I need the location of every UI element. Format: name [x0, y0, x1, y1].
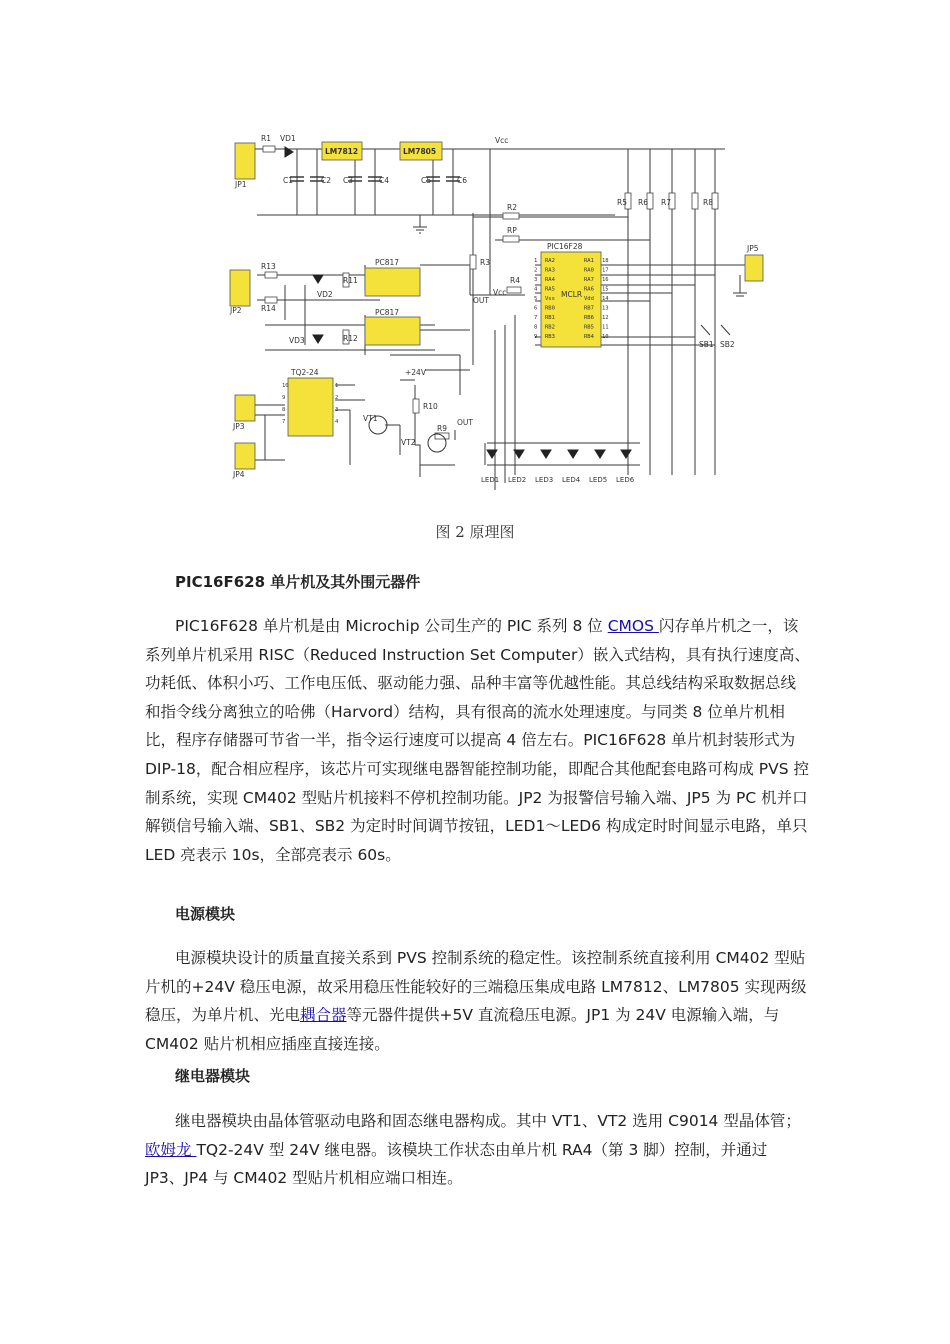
- para3-text-a: 继电器模块由晶体管驱动电路和固态继电器构成。其中 VT1、VT2 选用 C9014 型晶体管；: [175, 1112, 801, 1130]
- chip-pin-num-left: 1: [534, 258, 538, 264]
- label-jp4: JP4: [233, 470, 245, 479]
- label-pic: PIC16F28: [547, 242, 583, 251]
- chip-pin-left: RB2: [545, 324, 555, 331]
- led-label: LED5: [589, 476, 608, 484]
- paragraph-power: [145, 944, 810, 1058]
- label-out2: OUT: [457, 418, 473, 427]
- label-jp2: JP2: [230, 306, 242, 315]
- relay-pin-left: 10: [282, 383, 289, 389]
- para2-text-a: 电源模块设计的质量直接关系到 PVS 控制系统的稳定性。该控制系统直接利用 CM402 型贴片机的+24V 稳压电源，故采用稳压性能较好的三端稳压集成电路 LM7812、LM7805 实现两级稳压，为单片机、光电: [145, 949, 807, 1025]
- section-heading-power: 电源模块: [175, 905, 236, 923]
- chip-pin-num-left: 9: [534, 334, 538, 340]
- label-c3: C3: [343, 176, 354, 185]
- relay-pin-right: 4: [335, 419, 339, 425]
- chip-pin-num-left: 5: [534, 296, 538, 302]
- label-jp3: JP3: [233, 422, 245, 431]
- para2-text-b: 等元器件提供+5V 直流稳压电源。JP1 为 24V 电源输入端，与 CM402 贴片机相应插座直接连接。: [145, 1006, 780, 1053]
- chip-pin-num-right: 16: [602, 277, 609, 283]
- led-label: LED2: [508, 476, 527, 484]
- chip-pin-num-left: 4: [534, 286, 538, 293]
- label-c5: C5: [421, 176, 432, 185]
- label-out1: OUT: [473, 296, 489, 305]
- schematic-figure: [225, 125, 759, 495]
- led-label: LED4: [562, 476, 581, 484]
- chip-pin-left: Vss: [545, 296, 555, 302]
- label-lm7805: LM7805: [403, 147, 437, 156]
- label-vt2: VT2: [401, 438, 416, 447]
- label-rp: RP: [507, 226, 517, 235]
- chip-pin-num-right: 12: [602, 315, 609, 321]
- label-r14: R14: [261, 304, 276, 313]
- label-r11: R11: [343, 276, 358, 285]
- chip-pin-num-right: 10: [602, 334, 609, 340]
- relay-pin-right: 1: [335, 383, 339, 389]
- link-omron[interactable]: 欧姆龙: [145, 1140, 197, 1159]
- relay-pin-left: 8: [282, 407, 286, 413]
- label-c1: C1: [283, 176, 294, 185]
- label-vd1: VD1: [280, 134, 296, 143]
- led-label: LED3: [535, 476, 554, 484]
- label-c4: C4: [379, 176, 390, 185]
- label-r7: R7: [661, 198, 671, 207]
- chip-pin-num-right: 17: [602, 267, 609, 274]
- para1-text-b: 闪存单片机之一，该系列单片机采用 RISC（Reduced Instruction Set Computer）嵌入式结构，具有执行速度高、功耗低、体积小巧、工作电压低、驱动能力强、品种丰富等优越性能。其总线结构采取数据总线和指令线分离独立的哈佛（Harvord）结构，具有很高的流水处理速度。与同类 8 位单片机相比，程序存储器可节省一半，指令运行速度可以提高 4 倍左右。PIC16F628 单片机封装形式为 DIP-18，配合相应程序，该芯片可实现继电器智能控制功能，即配合其他配套电路可构成 PVS 控制系统，实现 CM402 型贴片机接料不停机控制功能。JP2 为报警信号输入端、JP5 为 PC 机并口解锁信号输入端、SB1、SB2 为定时时间调节按钮，LED1～LED6 构成定时时间显示电路，单只 LED 亮表示 10s，全部亮表示 60s。: [145, 617, 810, 864]
- label-r9: R9: [437, 424, 447, 433]
- chip-pin-left: RA5: [545, 286, 555, 293]
- chip-pin-right: RA1: [584, 258, 594, 264]
- chip-pin-right: Vdd: [584, 296, 594, 302]
- label-sb2: SB2: [720, 340, 735, 349]
- figure-caption: 图 2 原理图: [435, 523, 515, 541]
- label-vcc: Vcc: [495, 136, 509, 145]
- label-pc817a: PC817: [375, 258, 400, 267]
- led-label: LED6: [616, 476, 635, 484]
- para1-text-a: PIC16F628 单片机是由 Microchip 公司生产的 PIC 系列 8 位: [175, 617, 608, 635]
- chip-pin-num-right: 14: [602, 296, 609, 302]
- chip-pin-num-right: 15: [602, 286, 609, 293]
- label-c2: C2: [321, 176, 332, 185]
- chip-pin-right: RA6: [584, 286, 594, 293]
- paragraph-relay: [145, 1107, 810, 1193]
- para3-text-b: TQ2-24V 型 24V 继电器。该模块工作状态由单片机 RA4（第 3 脚）控制，并通过 JP3、JP4 与 CM402 型贴片机相应端口相连。: [145, 1140, 768, 1188]
- chip-pin-num-right: 13: [602, 305, 609, 312]
- chip-pin-left: RA4: [545, 277, 555, 283]
- label-r4: R4: [510, 276, 520, 285]
- chip-pin-left: RB1: [545, 315, 555, 321]
- label-sb1: SB1: [699, 340, 714, 349]
- section-heading-relay: 继电器模块: [175, 1067, 251, 1085]
- relay-pin-right: 2: [335, 395, 339, 401]
- label-r12: R12: [343, 334, 358, 343]
- link-cmos[interactable]: CMOS: [607, 617, 659, 635]
- label-vd3: VD3: [289, 336, 305, 345]
- label-r3: R3: [480, 258, 490, 267]
- chip-pin-num-left: 2: [534, 267, 538, 274]
- label-v24: +24V: [405, 368, 426, 377]
- relay-pin-left: 7: [282, 419, 286, 425]
- label-tq2: TQ2-24: [291, 368, 319, 377]
- label-r8: R8: [703, 198, 713, 207]
- chip-pin-left: RB3: [545, 334, 555, 340]
- link-coupler[interactable]: 耦合器: [300, 1006, 347, 1025]
- label-r10: R10: [423, 402, 438, 411]
- chip-pin-left: RB0: [545, 305, 555, 312]
- chip-pin-left: RA3: [545, 267, 555, 274]
- label-c6: C6: [457, 176, 468, 185]
- chip-pin-right: RB4: [584, 334, 594, 340]
- label-vcc2: Vcc: [493, 288, 507, 297]
- chip-pin-right: RB5: [584, 324, 594, 331]
- chip-pin-num-right: 18: [602, 258, 609, 264]
- chip-pin-right: RB6: [584, 315, 594, 321]
- label-mclr: MCLR: [561, 290, 583, 299]
- led-label: LED1: [481, 476, 500, 484]
- label-vt1: VT1: [363, 414, 378, 423]
- chip-pin-right: RA0: [584, 267, 594, 274]
- label-r13: R13: [261, 262, 276, 271]
- label-jp5: JP5: [747, 244, 759, 253]
- label-jp1: JP1: [235, 180, 247, 189]
- chip-pin-num-left: 3: [534, 277, 538, 283]
- chip-pin-right: RB7: [584, 305, 594, 312]
- chip-pin-num-right: 11: [602, 324, 609, 331]
- chip-pin-num-left: 7: [534, 315, 538, 321]
- label-r1: R1: [261, 134, 271, 143]
- relay-pin-left: 9: [282, 395, 286, 401]
- label-r2: R2: [507, 203, 517, 212]
- relay-pin-right: 3: [335, 407, 339, 413]
- label-pc817b: PC817: [375, 308, 400, 317]
- chip-pin-num-left: 8: [534, 324, 538, 331]
- section-heading-pic: PIC16F628 单片机及其外围元器件: [175, 573, 421, 591]
- label-r5: R5: [617, 198, 627, 207]
- label-r6: R6: [638, 198, 648, 207]
- chip-pin-left: RA2: [545, 258, 555, 264]
- chip-pin-num-left: 6: [534, 305, 538, 312]
- chip-pin-right: RA7: [584, 277, 594, 283]
- label-lm7812: LM7812: [325, 147, 359, 156]
- paragraph-pic: [145, 612, 810, 869]
- label-vd2: VD2: [317, 290, 333, 299]
